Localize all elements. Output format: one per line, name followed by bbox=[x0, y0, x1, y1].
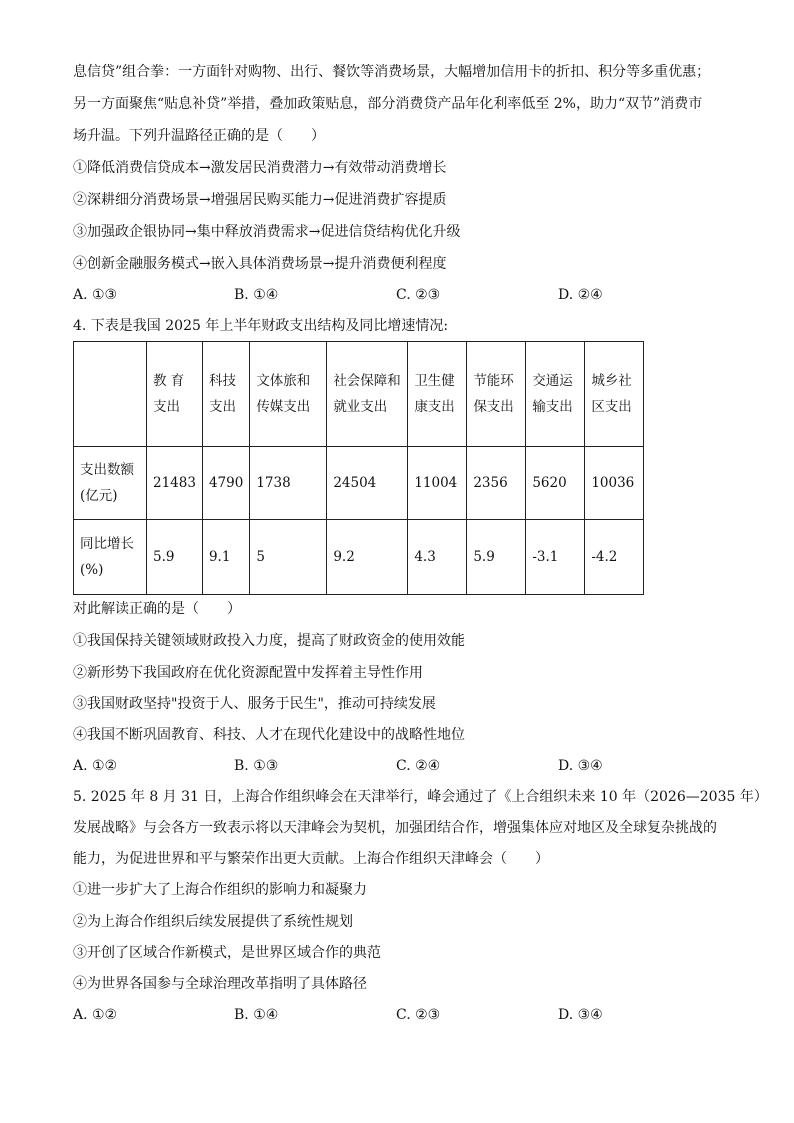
table-header-cell: 节能环保支出 bbox=[467, 342, 526, 447]
table-header-cell: 交通运输支出 bbox=[526, 342, 585, 447]
table-header-cell: 社会保障和就业支出 bbox=[327, 342, 408, 447]
q4-option-c[interactable]: C. ②④ bbox=[396, 758, 441, 774]
q3-item-2: ②深耕细分消费场景→增强居民购买能力→促进消费扩容提质 bbox=[73, 192, 447, 208]
q5-stem-line-2: 发展战略》与会各方一致表示将以天津峰会为契机，加强团结合作，增强集体应对地区及全球复杂挑战的 bbox=[73, 820, 717, 836]
table-row bbox=[74, 520, 644, 595]
table-cell: 5 bbox=[250, 520, 327, 595]
table-header-cell: 城乡社区支出 bbox=[585, 342, 644, 447]
q3-options bbox=[73, 285, 733, 305]
table-cell: 24504 bbox=[327, 447, 408, 520]
q4-question: 对此解读正确的是（ ） bbox=[73, 601, 241, 617]
table-header-cell: 教 育 支出 bbox=[147, 342, 203, 447]
q5-item-3: ③开创了区域合作新模式，是世界区域合作的典范 bbox=[73, 945, 381, 961]
table-row bbox=[74, 447, 644, 520]
q3-stem-line-2: 另一方面聚焦“贴息补贷”举措，叠加政策贴息，部分消费贷产品年化利率低至 2%，助力“双节”消费市 bbox=[73, 96, 703, 112]
q5-item-2: ②为上海合作组织后续发展提供了系统性规划 bbox=[73, 914, 353, 930]
q5-option-b[interactable]: B. ①④ bbox=[234, 1007, 279, 1023]
q3-stem-line-1: 息信贷”组合拳：一方面针对购物、出行、餐饮等消费场景，大幅增加信用卡的折扣、积分等多重优惠； bbox=[73, 64, 711, 80]
table-row-label: 同比增长(%) bbox=[74, 520, 147, 595]
table-cell: 1738 bbox=[250, 447, 327, 520]
q3-stem-line-3: 场升温。下列升温路径正确的是（ ） bbox=[73, 128, 325, 144]
q3-item-4: ④创新金融服务模式→嵌入具体消费场景→提升消费便利程度 bbox=[73, 256, 447, 272]
table-cell: 2356 bbox=[467, 447, 526, 520]
q3-option-a[interactable]: A. ①③ bbox=[73, 287, 118, 303]
table-cell: 5.9 bbox=[147, 520, 203, 595]
q4-option-d[interactable]: D. ③④ bbox=[558, 758, 603, 774]
table-cell: 9.1 bbox=[202, 520, 249, 595]
table-cell: 21483 bbox=[147, 447, 203, 520]
table-header-cell: 文体旅和传媒支出 bbox=[250, 342, 327, 447]
table-header-cell: 科技支出 bbox=[202, 342, 249, 447]
q4-stem: 4. 下表是我国 2025 年上半年财政支出结构及同比增速情况: bbox=[73, 318, 449, 334]
q5-item-4: ④为世界各国参与全球治理改革指明了具体路径 bbox=[73, 976, 367, 992]
table-cell: 4790 bbox=[202, 447, 249, 520]
table-cell: -4.2 bbox=[585, 520, 644, 595]
q4-item-3: ③我国财政坚持"投资于人、服务于民生"，推动可持续发展 bbox=[73, 696, 436, 712]
q4-option-b[interactable]: B. ①③ bbox=[234, 758, 279, 774]
q5-option-c[interactable]: C. ②③ bbox=[396, 1007, 441, 1023]
q3-item-3: ③加强政企银协同→集中释放消费需求→促进信贷结构优化升级 bbox=[73, 224, 461, 240]
table-header-cell: 卫生健康支出 bbox=[408, 342, 467, 447]
q3-option-b[interactable]: B. ①④ bbox=[234, 287, 279, 303]
table-cell: 9.2 bbox=[327, 520, 408, 595]
q4-option-a[interactable]: A. ①② bbox=[73, 758, 118, 774]
table-cell: 5.9 bbox=[467, 520, 526, 595]
q4-options bbox=[73, 756, 733, 776]
q4-item-1: ①我国保持关键领域财政投入力度，提高了财政资金的使用效能 bbox=[73, 633, 465, 649]
table-header-row bbox=[74, 342, 644, 447]
q3-option-d[interactable]: D. ②④ bbox=[558, 287, 603, 303]
q3-item-1: ①降低消费信贷成本→激发居民消费潜力→有效带动消费增长 bbox=[73, 160, 447, 176]
table-cell: 5620 bbox=[526, 447, 585, 520]
table-cell: -3.1 bbox=[526, 520, 585, 595]
q5-option-a[interactable]: A. ①② bbox=[73, 1007, 118, 1023]
q5-stem-line-3: 能力，为促进世界和平与繁荣作出更大贡献。上海合作组织天津峰会（ ） bbox=[73, 851, 549, 867]
table-header-cell bbox=[74, 342, 147, 447]
table-cell: 4.3 bbox=[408, 520, 467, 595]
table-cell: 11004 bbox=[408, 447, 467, 520]
q5-stem-line-1: 5. 2025 年 8 月 31 日，上海合作组织峰会在天津举行，峰会通过了《上合组织未来 10 年（2026—2035 年） bbox=[73, 789, 768, 805]
table-row-label: 支出数额(亿元) bbox=[74, 447, 147, 520]
q5-option-d[interactable]: D. ③④ bbox=[558, 1007, 603, 1023]
q4-item-2: ②新形势下我国政府在优化资源配置中发挥着主导性作用 bbox=[73, 665, 423, 681]
q3-option-c[interactable]: C. ②③ bbox=[396, 287, 441, 303]
q5-item-1: ①进一步扩大了上海合作组织的影响力和凝聚力 bbox=[73, 882, 367, 898]
finance-table bbox=[73, 341, 644, 595]
q5-options bbox=[73, 1005, 733, 1025]
q4-item-4: ④我国不断巩固教育、科技、人才在现代化建设中的战略性地位 bbox=[73, 727, 465, 743]
table-cell: 10036 bbox=[585, 447, 644, 520]
